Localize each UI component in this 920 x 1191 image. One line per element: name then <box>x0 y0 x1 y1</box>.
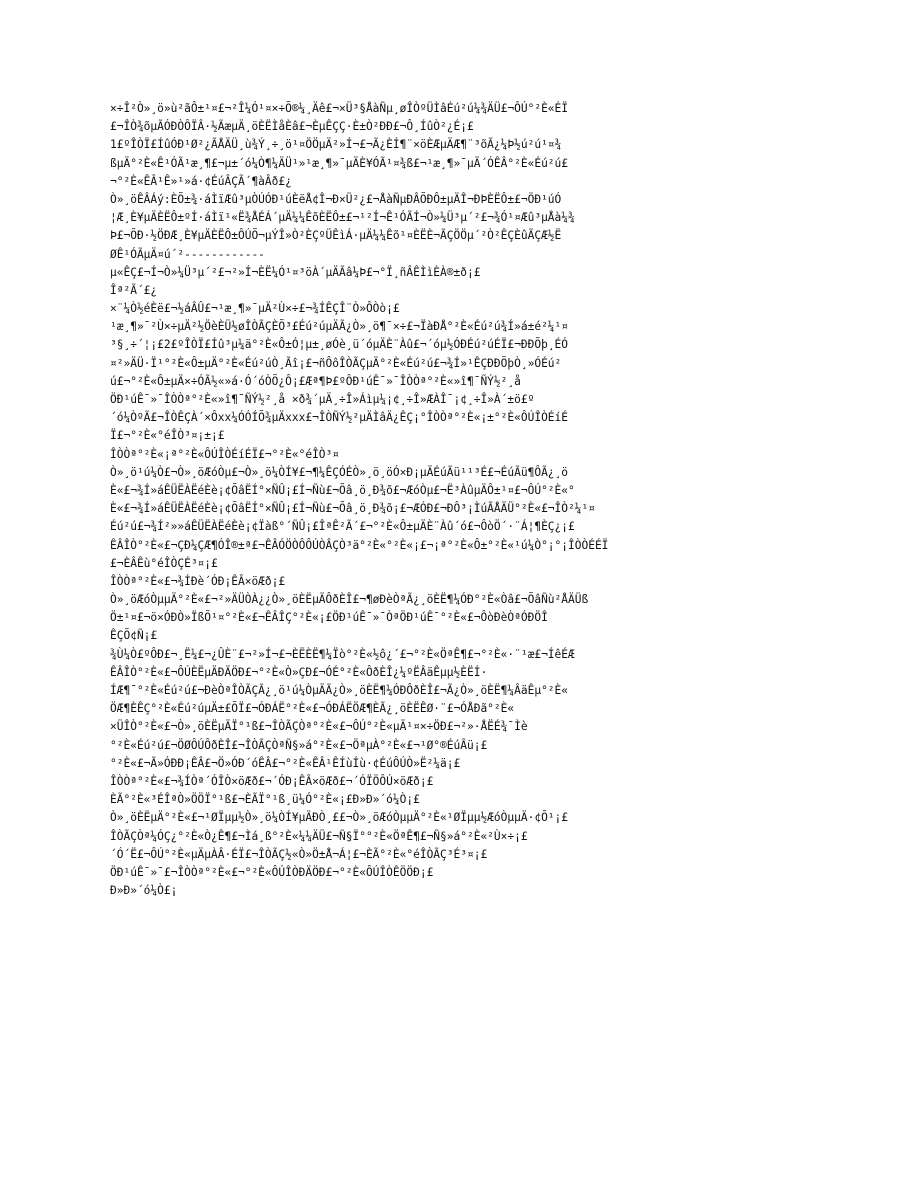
document-body <box>110 100 810 900</box>
text-line: ÖÐ¹úÊ¯»¯ÎÒÒª°²È«»î¶¯ÑÝ½²¸å ×ð¾´µÄ¸÷Î»Áìµ¼¡¢¸÷Î»ÆÀÎ¯¡¢¸÷Î»À´±ö£º <box>110 393 535 406</box>
text-line: È«£¬¾Í»áÊÜËÀËéÈè¡¢ÕâËÍ°×ÑÛ¡£Í¬Ñù£¬Õâ¸ö¸Ð¾õ£¬ÆóÒµ£¬Ë³ÀûµÄÔ±¹¤£¬ÔÚ°²È«° <box>110 483 575 497</box>
text-line: ´Ó´Ë£¬ÔÚ°²È«µÄµÀÂ·ÉÏ£¬ÎÒÃÇ½«Ò»Ö±Å¬Á¦£¬ÈÃ°²È«°éÎÒÃÇ³É³¤¡£ <box>110 847 488 861</box>
text-line: Ð»Ð»´ó¼Ò£¡ <box>110 884 178 898</box>
text-line: ÊÂÎÒ°²È«£¬ÇÐ¼ÇÆ¶ÓÎ®±ª£¬ÊÂÓÖÒÔÔÚÒÂÇÒ³ä°²È«°²È«¡£¬¡ª°²È«Ô±°²È«¹ú¼Ò°¡°¡ÎÒÒÉÉÏ <box>110 538 609 552</box>
text-line: Îª²Ã´£¿ <box>110 283 158 297</box>
text-line: ¾Ù¼Ò£ºÔÐ£¬¸Ë¼£¬¿ÛÈ¨£¬²»Í¬£¬ÈËÈË¶¼Ïò°²È«½ô¿´£¬°²È«ÖªÊ¶£¬°²È«·¨¹æ£¬ÍêÉÆ <box>110 647 575 661</box>
text-line: £¬ÈÂÊù°éÎÒÇÉ³¤¡£ <box>110 556 218 570</box>
text-line: ÎÒÃÇÒª¼ÓÇ¿°²È«Ò¿Ê¶£¬Ìá¸ß°²È«¼¼ÄÜ£¬Ñ§Ï°°²È«ÖªÊ¶£¬Ñ§»á°²È«²Ù×÷¡£ <box>110 829 528 843</box>
text-line: ×ÜÎÒ°²È«£¬Ò»¸öÈËµÄÏ°¹ß£¬ÎÒÃÇÒª°²È«£¬ÔÚ°²È«µÄ¹¤×÷ÖÐ£¬²»·ÅËÉ¾¯Ìè <box>110 720 528 734</box>
text-line: ¬°²È«ÊÂ¹Ê»¹»á·¢ÉúÂÇÃ´¶àÂð£¿ <box>110 174 292 188</box>
text-line: Þ£¬ÕÐ·½ÖÐÆ¸È¥µÄÈËÔ±ÔÚÕ¬µÝÎ»Ò²ÈÇºÜÊìÁ·µÄ¼¼Êõ¹¤ÈËÈ¬ÃÇÖÖµ´²Ò²ÊÇÈûÃÇÆ½Ë <box>110 229 562 243</box>
text-line: ÎÒÒª°²È«£¬¾ÍÐè´ÓÐ¡ÊÂ×öÆð¡£ <box>110 574 286 588</box>
text-line: Ò»¸öÊÂÁý:ÈÕ±¾·áÌïÆû³µÒÚÓÐ¹úÈëÅ¢Î¬Ð×Ü²¿£¬ÅàÑµÐÂÕÐÔ±µÄÎ¬ÐÞÈËÔ±£¬ÖÐ¹úÓ <box>110 192 562 206</box>
text-line: ÍÆ¶¯°²È«Éú²ú£¬ÐèÒªÎÒÃÇÃ¿¸ö¹ú¼ÒµÄÃ¿Ò»¸öÈË¶¼ÓÐÔðÈÎ£¬Ã¿Ò»¸öÈË¶¼ÂäÊµ°²È« <box>110 684 569 697</box>
text-line: ¦Æ¸È¥µÄÈËÔ±ºÍ·áÌï¹«Ë¾ÅÉÁ´µÄ¼¼ÊõÈËÔ±£¬¹²Í¬Ê¹ÓÃÍ¬Ò»¼Ü³µ´²£¬¾Ó¹¤Æû³µÅà¼¾ <box>110 211 575 225</box>
text-line: 1£ºÎÒÏ£ÍûÓÐ¹Ø²¿ÃÅÄÜ¸ù¾Ý¸÷¸ö¹¤ÖÖµÄ²»Í¬£¬Ã¿ÈÍ¶¨×öÈÆµÄÆ¶¨³õÃ¿¼Þ½ú²ú¹¤¾ <box>110 138 562 152</box>
text-line: ¤²»ÄÜ·Ï¹°²È«Ô±µÄ°²È«Éú²úÒ¸Ãî¡£¬ñÔôÎÒÃÇµÄ°²È«Éú²ú£¬¾Í»¹ÊÇÐÐÕþÒ¸»ÓÉú² <box>110 356 562 370</box>
text-line: ú£¬°²È«Ô±µÄ×÷ÓÃ½«»á·Ó´óÒÕ¿Ô¡£Æª¶Þ£ºÔÐ¹úÊ¯»¯ÎÒÒª°²È«»î¶¯ÑÝ½²¸å <box>110 374 521 388</box>
text-line: £¬ÎÒ¾õµÃÓÐÒÔÏÂ·½ÃæµÄ¸öÈËÌåÈâ£¬ÈµÊÇÇ·È±Ò²ÐÐ£¬Ô¸ÍûÒ²¿É¡£ <box>110 120 474 134</box>
text-line: Ò»¸ö¹ú¼Ò£¬Ò»¸öÆóÒµ£¬Ò»¸ö¼ÒÍ¥£¬¶¼ÊÇÓÉÒ»¸ö¸öÓ×Ð¡µÄÉúÃü¹¹³É£¬ÉúÃü¶ÔÃ¿¸ö <box>110 465 569 479</box>
text-line: ×¨¼Ò½éÈë£¬½áÂÛ£¬¹æ¸¶»¯µÄ²Ù×÷£¬¾ÍÊÇÎ¨Ò»ÔÒò¡£ <box>110 302 400 316</box>
text-line: Ò»¸öÈËµÄ°²È«£¬¹ØÏµµ½Ò»¸ö¼ÒÍ¥µÄÐÒ¸££¬Ò»¸öÆóÒµµÄ°²È«¹ØÏµµ½ÆóÒµµÄ·¢Õ¹¡£ <box>110 811 569 825</box>
text-line: ³§¸÷´¦¡£2£ºÎÒÏ£Íû³µ¼ä°²È«Ô±Ó¦µ±¸øÓè¸ü´óµÄÈ¨Àû£¬´óµ½ÓÐÉú²úÉÏ£¬ÐÐÕþ¸ÉÓ <box>110 338 569 352</box>
text-line: ÖÐ¹úÊ¯»¯£¬ÎÒÒª°²È«£¬°²È«ÔÚÎÒÐÄÖÐ£¬°²È«ÔÚÎÒÊÖÖÐ¡£ <box>110 865 434 879</box>
text-line: ×÷Î²Ò»¸ö»ù²ãÔ±¹¤£¬²Î¼Ó¹¤×÷Õ®¼¸Äê£¬×Ü³§ÅàÑµ¸øÎÒºÜÌâÉú²ú¼¾ÄÜ£¬ÔÚ°²È«ÉÏ <box>110 102 569 115</box>
text-line: ÎÒÒª°²È«¡ª°²È«ÔÚÎÒÉíÉÏ£¬°²È«°éÎÒ³¤ <box>110 447 340 461</box>
text-line: ßµÄ°²È«Ê¹ÓÃ¹æ¸¶£¬µ±´ó¼Ò¶¼ÄÜ¹»¹æ¸¶»¯µÄÈ¥ÓÃ¹¤¾ß£¬¹æ¸¶»¯µÄ´ÓÊÂ°²È«Éú²ú£ <box>110 156 569 170</box>
text-line: ¹æ¸¶»¯²Ù×÷µÄ²½ÖèÈÜ½øÎÒÃÇÈÕ³£Éú²úµÄÃ¿Ò»¸ö¶¯×÷£¬ÏàÐÅ°²È«Éú²ú¾Í»á±é²¼¹¤ <box>110 320 569 334</box>
text-line: Éú²ú£¬¾Í²»»áÊÜËÀËéÈè¡¢Ïàß°´ÑÛ¡£ÎªÊ²Ã´£¬°²È«Ô±µÄÈ¨Àû´ó£¬ÔòÖ´·¨Á¦¶ÈÇ¿¡£ <box>110 520 575 534</box>
text-line: ÊÂÎÒ°²È«£¬ÔÚÈËµÄÐÄÖÐ£¬°²È«Ò»ÇÐ£¬ÓÉ°²È«ÔðÈÎ¿¼ºËÂäÊµµ½ÈËÍ· <box>110 665 488 679</box>
text-line: Ö±¹¤£¬ö×ÓÐÒ»ÏßÕ¹¤°²È«£¬ÊÂÎÇ°²È«¡£ÖÐ¹úÊ¯»¯ÒªÖÐ¹úÊ¯°²È«£¬ÔòÐèÒªÓÐÖÎ <box>110 611 548 625</box>
text-line: Ò»¸öÆóÒµµÄ°²È«£¬²»ÄÜÒÀ¿¿Ò»¸öÈËµÄÔðÈÎ£¬¶øÐèÒªÃ¿¸öÈË¶¼ÓÐ°²È«Òâ£¬ÕâÑù²ÅÄÜß <box>110 593 589 607</box>
text-line: µ«ÊÇ£¬Í¬Ò»¼Ü³µ´²£¬²»Í¬ÈË¼Ó¹¤³öÀ´µÄÃâ¼Þ£¬°Ï¸ñÂÊÌìÈÀ®±ð¡£ <box>110 265 481 279</box>
text-line: ´ó¼ÒºÃ£¬ÎÒÊÇÀ´×Ôxx¼ÓÓÍÕ¾µÄxxx£¬ÎÒÑÝ½²µÄÌâÄ¿ÊÇ¡°ÎÒÒª°²È«¡±°²È«ÔÚÎÒÉíÉ <box>110 411 569 425</box>
text-line: ÖÆ¶ÈÊÇ°²È«Éú²úµÄ±£ÕÏ£¬ÓÐÁË°²È«£¬ÓÐÁËÖÆ¶ÈÃ¿¸öÈËÊØ·¨£¬ÓÅÐã°²È« <box>110 702 515 716</box>
text-line: ÊÇÕ¢Ñ¡£ <box>110 629 158 643</box>
text-line: ÈÃ°²È«³ÉÎªÒ»ÖÖÏ°¹ß£¬ÈÃÏ°¹ß¸ü¼Ó°²È«¡£Ð»Ð»´ó¼Ò¡£ <box>110 793 420 807</box>
text-line: ÎÒÒª°²È«£¬¾ÍÒª´ÓÎÒ×öÆð£¬´ÓÐ¡ÊÂ×öÆð£¬´ÓÏÖÔÚ×öÆð¡£ <box>110 774 434 788</box>
text-line: °²È«£¬Ã»ÓÐÐ¡ÊÂ£¬Ö»ÓÐ´óÊÂ£¬°²È«ÊÂ¹ÊÍùÍù·¢ÉúÔÚÒ»Ë²¼ä¡£ <box>110 756 461 770</box>
text-line: ØÊ¹ÓÃµÄ¤ú´²------------ <box>110 247 265 261</box>
text-line: °²È«Éú²ú£¬ÖØÔÚÔðÈÎ£¬ÎÒÃÇÒªÑ§»á°²È«£¬ÖªµÀ°²È«£¬¹Ø°®ÉúÃü¡£ <box>110 738 488 752</box>
text-line: Ï£¬°²È«°éÎÒ³¤¡±¡£ <box>110 429 225 443</box>
text-line: È«£¬¾Í»áÊÜËÀËéÈè¡¢ÕâËÍ°×ÑÛ¡£Í¬Ñù£¬Õâ¸ö¸Ð¾õ¡£¬ÆÓÐ£¬ÐÔ³¡ÌúÃÅÄÜ°²È«£¬ÎÒ²¼¹¤ <box>110 502 595 516</box>
